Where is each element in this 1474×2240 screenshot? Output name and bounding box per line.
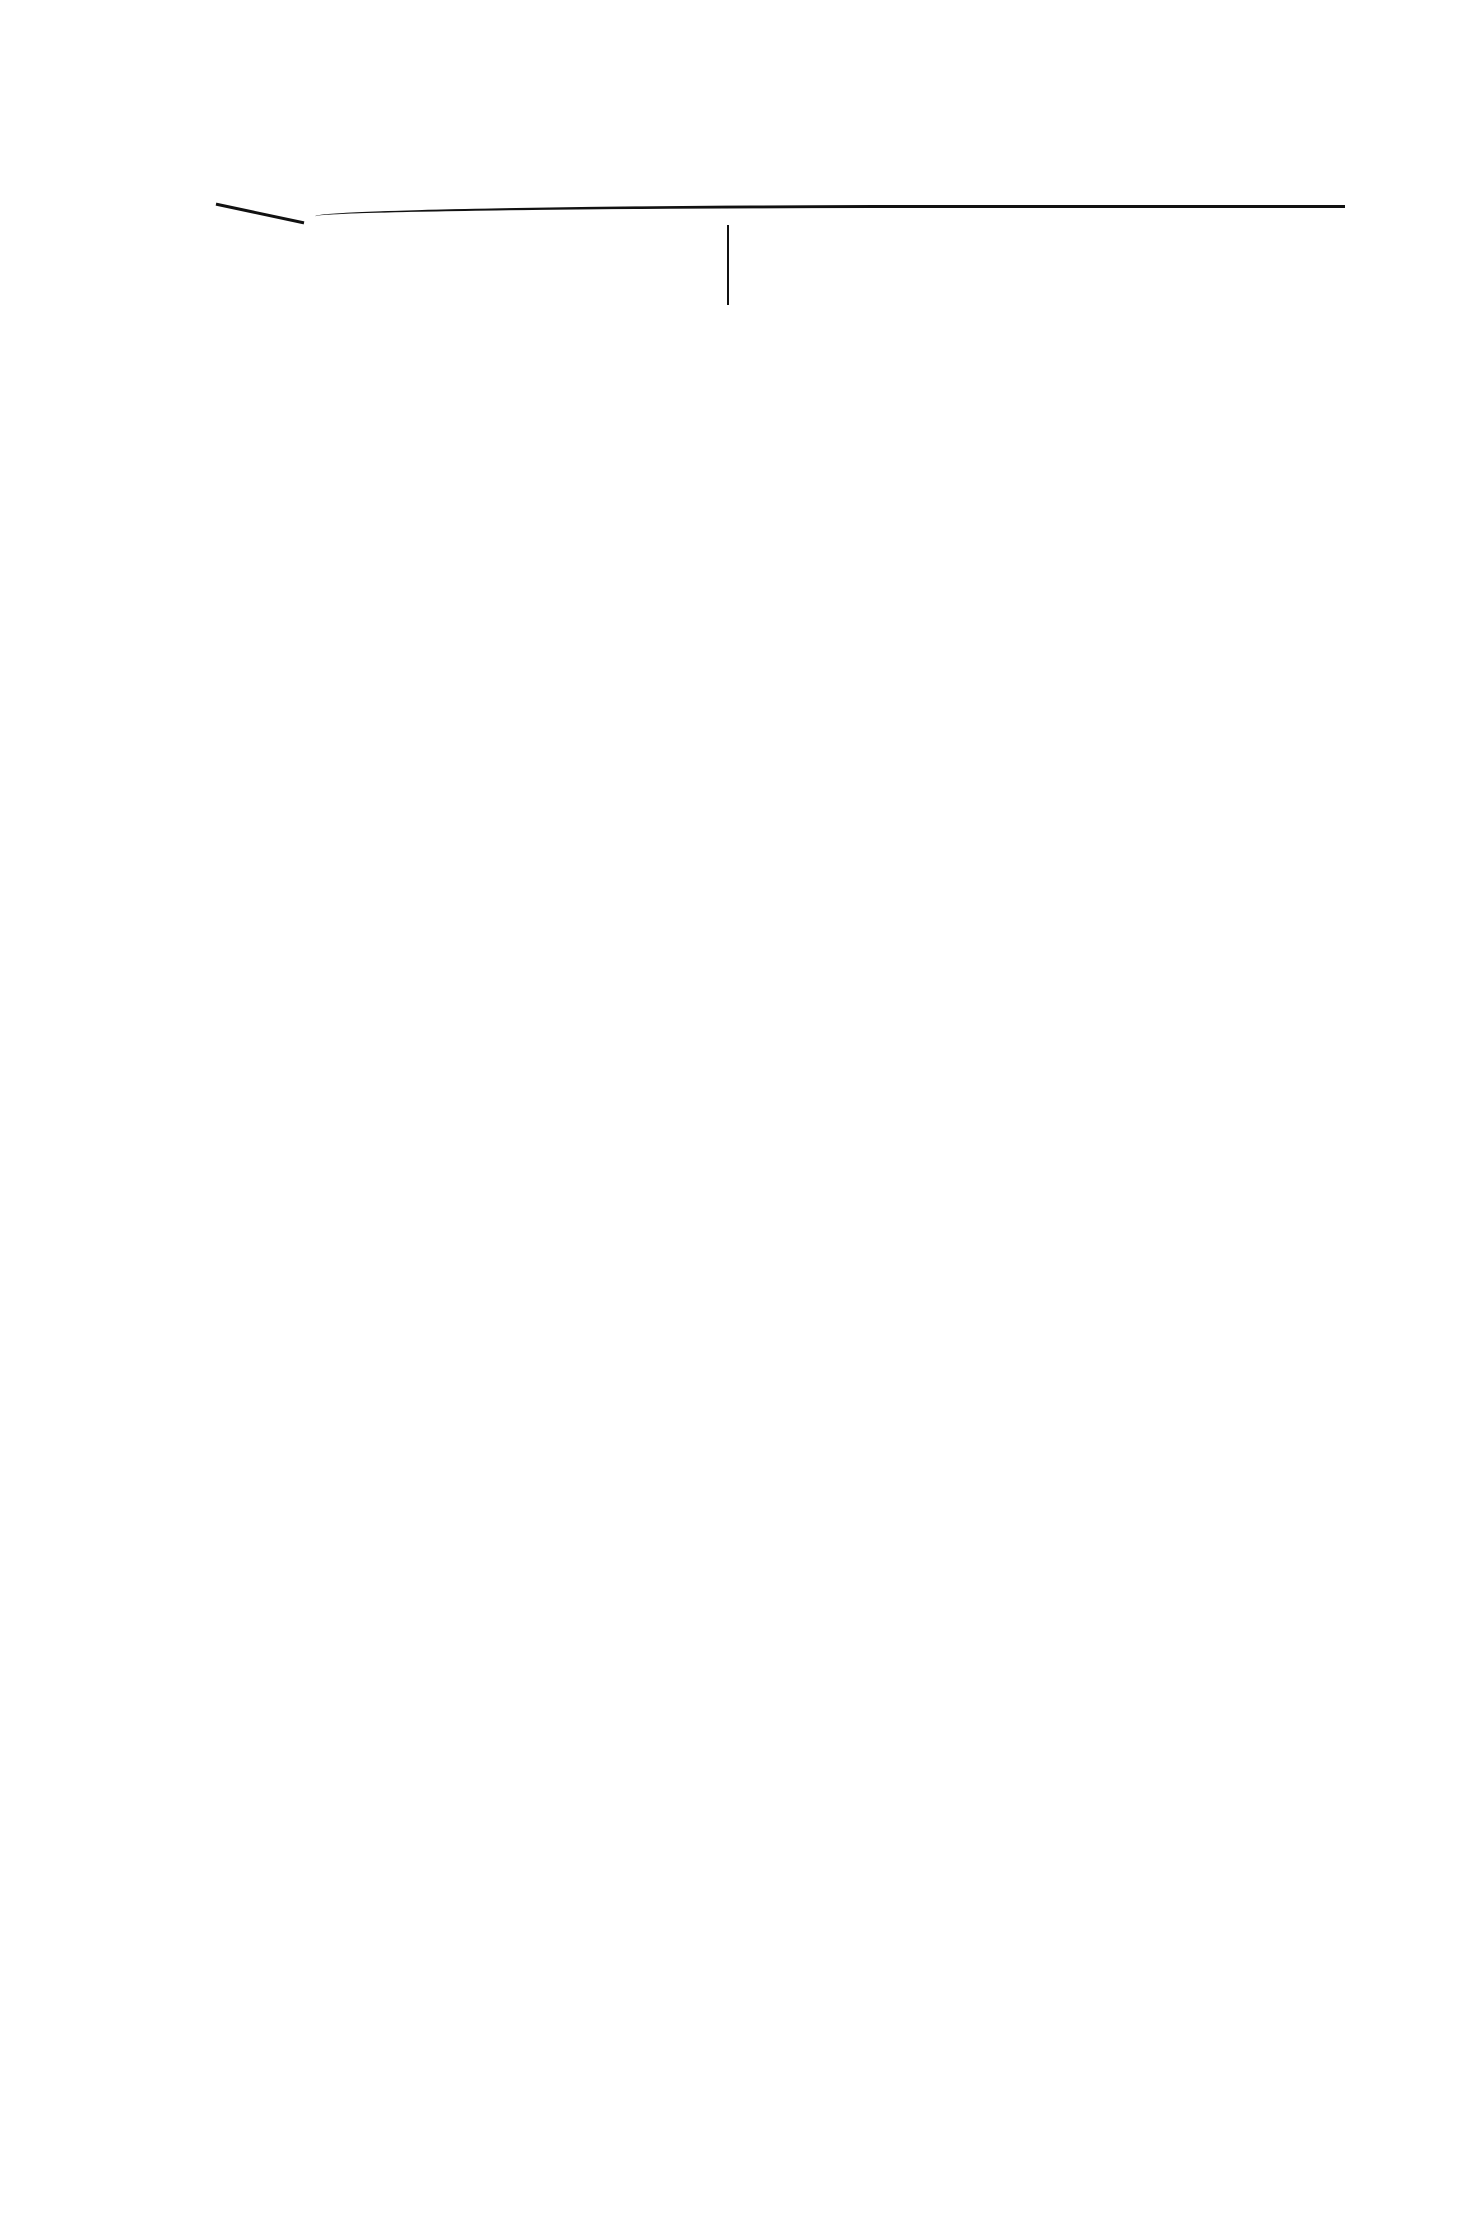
barline (727, 225, 729, 305)
slur (216, 203, 305, 225)
slur (315, 205, 1345, 224)
